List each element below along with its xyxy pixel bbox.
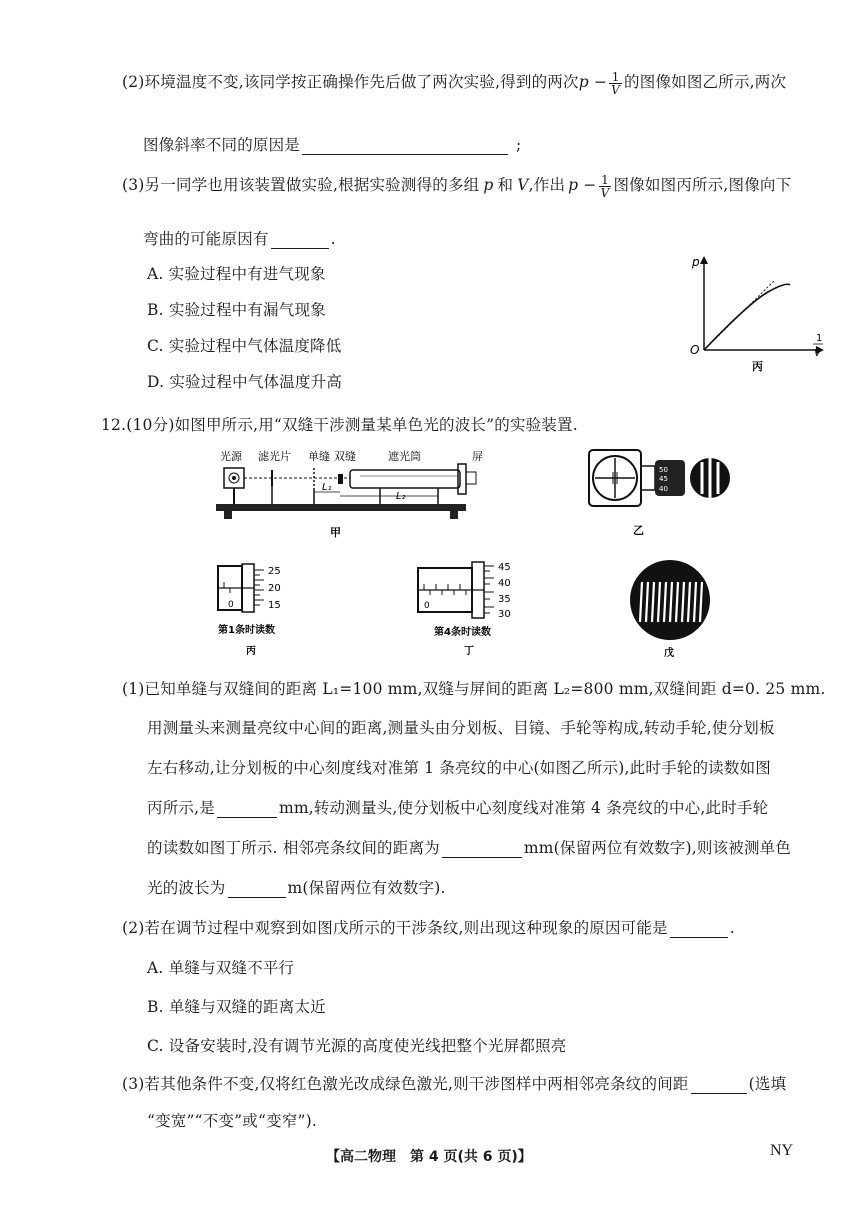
micrometer-reading-1 bbox=[214, 562, 304, 660]
label-single-slit: 单缝 bbox=[308, 450, 330, 463]
fraction-1-over-v: $\frac{1}{V}$ bbox=[611, 69, 621, 97]
q12-option-a: A. 单缝与双缝不平行 bbox=[147, 959, 295, 977]
q11-option-c: C. 实验过程中气体温度降低 bbox=[147, 337, 342, 355]
answer-blank[interactable] bbox=[670, 923, 728, 938]
tube bbox=[350, 470, 460, 488]
label-L1: L₁ bbox=[322, 482, 332, 493]
x-label-den: V bbox=[814, 348, 821, 359]
answer-blank[interactable] bbox=[271, 234, 329, 249]
label-tube: 遮光筒 bbox=[388, 450, 421, 463]
q11-part3-line1: (3)另一同学也用该装置做实验,根据实验测得的多组 p 和 V,作出 p − $\frac{1}{V}$ 图像如图丙所示,图像向下 bbox=[122, 172, 792, 200]
svg-text:40: 40 bbox=[498, 578, 511, 589]
q12-part3-line2: “变宽”“不变”或“变窄”). bbox=[147, 1112, 318, 1130]
svg-text:40: 40 bbox=[659, 485, 668, 493]
label-L2: L₂ bbox=[396, 491, 406, 502]
caption-wu: 戊 bbox=[664, 648, 674, 659]
answer-blank[interactable] bbox=[442, 843, 522, 858]
label-screen: 屏 bbox=[472, 450, 483, 463]
p-vs-inverse-v-graph bbox=[680, 250, 830, 375]
svg-text:50: 50 bbox=[659, 466, 668, 474]
q12-part1-line3: 左右移动,让分划板的中心刻度线对准第 1 条亮纹的中心(如图乙所示),此时手轮的读数如图 bbox=[147, 759, 771, 777]
q12-part1-line2: 用测量头来测量亮纹中心间的距离,测量头由分划板、目镜、手轮等构成,转动手轮,使分划板 bbox=[147, 719, 775, 737]
q11-part2-line2: 图像斜率不同的原因是 ; bbox=[143, 136, 522, 154]
caption-bing: 丙 bbox=[246, 646, 256, 657]
q11-part2-line1: (2)环境温度不变,该同学按正确操作先后做了两次实验,得到的两次p − $\frac{1}{V}$ 的图像如图乙所示,两次 bbox=[122, 69, 787, 97]
answer-blank[interactable] bbox=[228, 883, 286, 898]
svg-text:45: 45 bbox=[659, 475, 668, 483]
answer-blank[interactable] bbox=[302, 140, 508, 155]
rail bbox=[216, 504, 466, 511]
graph-caption: 丙 bbox=[752, 360, 763, 373]
svg-text:15: 15 bbox=[268, 600, 281, 611]
answer-blank[interactable] bbox=[217, 803, 277, 818]
q12-part3-line1: (3)若其他条件不变,仅将红色激光改成绿色激光,则干涉图样中两相邻亮条纹的间距 (选填 bbox=[122, 1075, 787, 1093]
q12-part2: (2)若在调节过程中观察到如图戊所示的干涉条纹,则出现这种现象的原因可能是 . bbox=[122, 919, 735, 937]
reading1-label: 第1条时读数 bbox=[218, 625, 275, 636]
y-axis-arrow bbox=[700, 256, 708, 264]
apparatus-figure bbox=[210, 446, 500, 541]
caption-yi: 乙 bbox=[633, 524, 644, 537]
curve-bending-down bbox=[704, 284, 790, 350]
q12-header: 12.(10分)如图甲所示,用“双缝干涉测量某单色光的波长”的实验装置. bbox=[101, 416, 578, 434]
q12-part1-line1: (1)已知单缝与双缝间的距离 L₁=100 mm,双缝与屏间的距离 L₂=800 mm,双缝间距 d=0. 25 mm. bbox=[122, 680, 826, 698]
tilted-fringes-figure bbox=[618, 558, 728, 663]
q11-option-a: A. 实验过程中有进气现象 bbox=[147, 265, 326, 283]
q12-option-c: C. 设备安装时,没有调节光源的高度使光线把整个光屏都照亮 bbox=[147, 1037, 567, 1055]
origin-label: O bbox=[690, 343, 700, 357]
label-double-slit: 双缝 bbox=[334, 450, 356, 463]
q12-part1-line6: 光的波长为 m(保留两位有效数字). bbox=[147, 879, 446, 897]
svg-text:35: 35 bbox=[498, 594, 511, 605]
label-light-source: 光源 bbox=[220, 450, 242, 463]
eyepiece-figure bbox=[585, 448, 735, 538]
label-filter: 滤光片 bbox=[258, 450, 291, 463]
x-label-num: 1 bbox=[816, 333, 823, 344]
y-axis-label: p bbox=[692, 255, 700, 269]
micrometer-reading-4 bbox=[412, 560, 522, 660]
q12-part1-line5: 的读数如图丁所示. 相邻亮条纹间的距离为 mm(保留两位有效数字),则该被测单色 bbox=[147, 839, 792, 857]
page-footer: 【高二物理 第 4 页(共 6 页)】 bbox=[326, 1149, 532, 1165]
svg-text:0: 0 bbox=[228, 600, 234, 610]
footer-code: NY bbox=[770, 1142, 794, 1159]
answer-blank[interactable] bbox=[691, 1079, 747, 1094]
fraction-1-over-v: $\frac{1}{V}$ bbox=[600, 172, 610, 200]
q11-option-d: D. 实验过程中气体温度升高 bbox=[147, 373, 343, 391]
svg-text:30: 30 bbox=[498, 609, 511, 620]
q12-part1-line4: 丙所示,是 mm,转动测量头,使分划板中心刻度线对准第 4 条亮纹的中心,此时手轮 bbox=[147, 799, 769, 817]
reading4-label: 第4条时读数 bbox=[434, 627, 491, 638]
svg-text:0: 0 bbox=[424, 601, 430, 611]
q11-option-b: B. 实验过程中有漏气现象 bbox=[147, 301, 326, 319]
q11-part3-line2: 弯曲的可能原因有 . bbox=[143, 230, 336, 248]
svg-text:25: 25 bbox=[268, 566, 281, 577]
caption-jia: 甲 bbox=[330, 526, 341, 539]
svg-text:45: 45 bbox=[498, 562, 511, 573]
q12-option-b: B. 单缝与双缝的距离太近 bbox=[147, 998, 326, 1016]
caption-ding: 丁 bbox=[464, 646, 474, 657]
svg-text:20: 20 bbox=[268, 583, 281, 594]
